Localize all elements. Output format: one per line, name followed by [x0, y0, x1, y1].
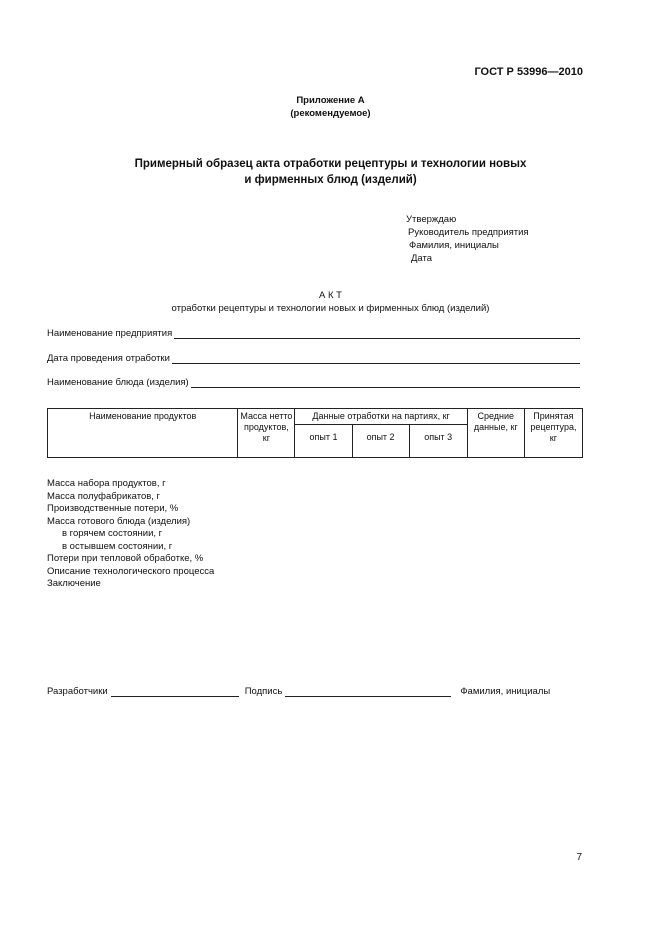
list-item: в остывшем состоянии, г [62, 540, 173, 552]
parameters-list [47, 478, 214, 591]
main-title-line2: и фирменных блюд (изделий) [244, 174, 417, 186]
enterprise-field[interactable] [47, 328, 580, 339]
developers-line[interactable] [111, 686, 239, 697]
developers-label: Разработчики [47, 686, 108, 697]
approval-date: Дата [411, 253, 433, 264]
header-trial-2: опыт 2 [352, 425, 409, 458]
list-item: Заключение [47, 578, 101, 589]
act-subtitle: отработки рецептуры и технологии новых и фирменных блюд (изделий) [171, 303, 490, 314]
signature-row [47, 686, 550, 697]
header-products: Наименование продуктов [48, 409, 238, 458]
appendix-title: Приложение А [296, 95, 365, 106]
date-field[interactable] [47, 353, 580, 364]
list-item: Масса набора продуктов, г [47, 478, 166, 489]
name-label: Фамилия, инициалы [460, 686, 551, 697]
signature-line[interactable] [285, 686, 451, 697]
header-batch-data: Данные отработки на партиях, кг [295, 409, 467, 425]
act-title: А К Т [319, 290, 342, 301]
approval-name: Фамилия, инициалы [409, 240, 499, 251]
list-item: Масса полуфабрикатов, г [47, 490, 161, 502]
approval-label: Утверждаю [406, 214, 457, 225]
appendix-subtitle: (рекомендуемое) [290, 108, 371, 119]
recipe-table [47, 408, 583, 458]
date-line[interactable] [172, 353, 580, 364]
list-item: Масса готового блюда (изделия) [47, 515, 191, 527]
header-accepted: Принятая рецептура, кг [524, 409, 582, 458]
dish-label: Наименование блюда (изделия) [47, 377, 189, 388]
list-item: Производственные потери, % [47, 503, 179, 514]
header-net-mass: Масса нетто продуктов, кг [238, 409, 295, 458]
list-item: Потери при тепловой обработке, % [47, 553, 204, 564]
list-item: в горячем состоянии, г [62, 528, 163, 539]
header-trial-3: опыт 3 [409, 425, 467, 458]
enterprise-line[interactable] [174, 328, 580, 339]
header-average: Средние данные, кг [467, 409, 524, 458]
dish-line[interactable] [191, 377, 580, 388]
dish-field[interactable] [47, 377, 580, 388]
page-number: 7 [576, 852, 582, 863]
enterprise-label: Наименование предприятия [47, 328, 173, 339]
main-title-line1: Примерный образец акта отработки рецептуры и технологии новых [134, 158, 527, 170]
list-item: Описание технологического процесса [47, 565, 215, 577]
document-number: ГОСТ Р 53996—2010 [474, 66, 583, 78]
signature-label: Подпись [244, 686, 283, 697]
header-trial-1: опыт 1 [295, 425, 352, 458]
date-label: Дата проведения отработки [47, 353, 170, 364]
approval-head: Руководитель предприятия [408, 227, 529, 238]
